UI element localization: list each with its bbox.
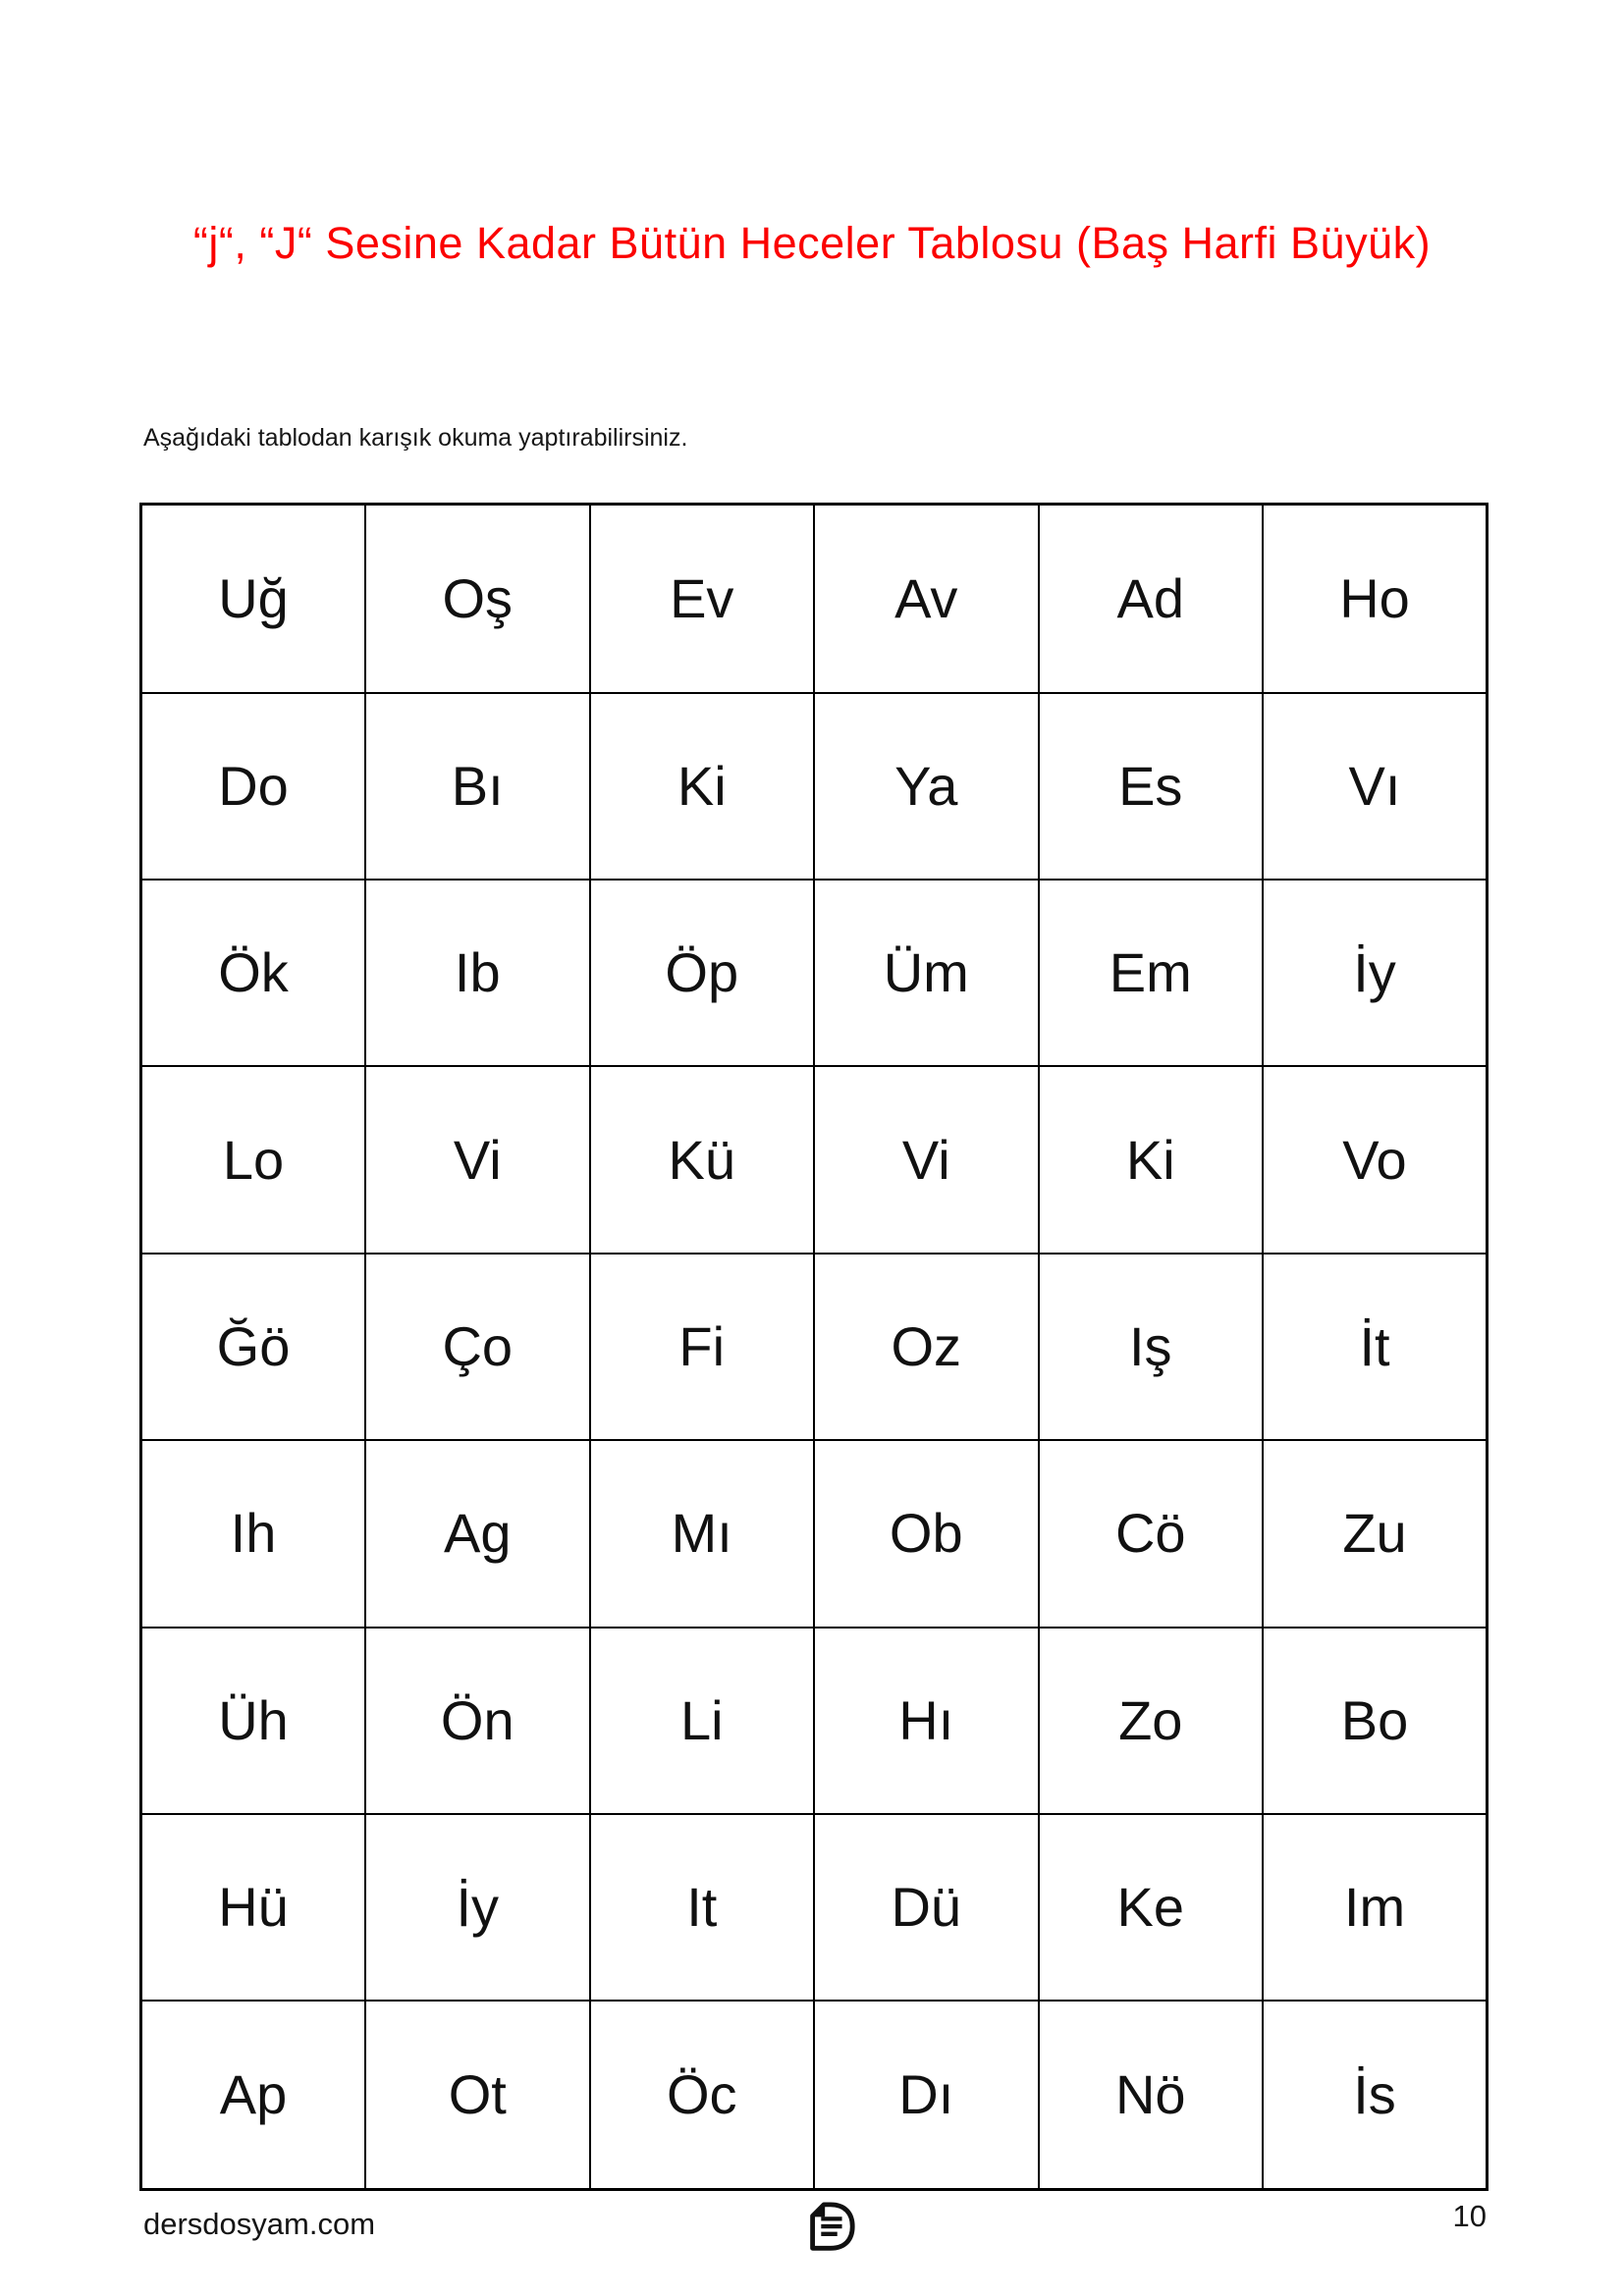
syllable-cell: Uğ (141, 505, 366, 693)
syllable-cell: Mı (590, 1440, 815, 1627)
syllable-cell: Bı (365, 693, 590, 880)
syllable-cell: Ke (1039, 1814, 1264, 2001)
syllable-cell: Ad (1039, 505, 1264, 693)
document-icon (801, 2197, 858, 2262)
syllable-cell: Ap (141, 2001, 366, 2189)
table-row (141, 1254, 1488, 1440)
syllable-cell: İy (365, 1814, 590, 2001)
syllable-cell: Ya (814, 693, 1039, 880)
syllable-cell: İs (1263, 2001, 1488, 2189)
syllable-cell: Üm (814, 880, 1039, 1066)
syllable-cell: Vo (1263, 1066, 1488, 1253)
syllable-cell: Ih (141, 1440, 366, 1627)
table-row (141, 2001, 1488, 2189)
syllable-table (139, 503, 1489, 2191)
syllable-cell: Ot (365, 2001, 590, 2189)
syllable-cell: Ğö (141, 1254, 366, 1440)
syllable-cell: Öp (590, 880, 815, 1066)
table-row (141, 1066, 1488, 1253)
syllable-cell: Ön (365, 1628, 590, 1814)
syllable-cell: Öc (590, 2001, 815, 2189)
syllable-cell: Li (590, 1628, 815, 1814)
syllable-cell: Hı (814, 1628, 1039, 1814)
table-row (141, 693, 1488, 880)
syllable-cell: Dü (814, 1814, 1039, 2001)
syllable-cell: Ho (1263, 505, 1488, 693)
syllable-cell: Ev (590, 505, 815, 693)
page-title: “j“, “J“ Sesine Kadar Bütün Heceler Tablosu (Baş Harfi Büyük) (192, 218, 1432, 268)
syllable-cell: İy (1263, 880, 1488, 1066)
syllable-cell: Nö (1039, 2001, 1264, 2189)
syllable-cell: Cö (1039, 1440, 1264, 1627)
syllable-cell: It (590, 1814, 815, 2001)
website-url: dersdosyam.com (143, 2207, 376, 2241)
syllable-cell: Lo (141, 1066, 366, 1253)
syllable-cell: Em (1039, 880, 1264, 1066)
syllable-cell: Im (1263, 1814, 1488, 2001)
syllable-cell: Bo (1263, 1628, 1488, 1814)
syllable-cell: Kü (590, 1066, 815, 1253)
table-row (141, 880, 1488, 1066)
table-row (141, 1814, 1488, 2001)
syllable-cell: Oş (365, 505, 590, 693)
syllable-cell: Vi (365, 1066, 590, 1253)
syllable-cell: Fi (590, 1254, 815, 1440)
syllable-cell: İt (1263, 1254, 1488, 1440)
syllable-cell: Es (1039, 693, 1264, 880)
syllable-cell: Zu (1263, 1440, 1488, 1627)
table-row (141, 505, 1488, 693)
syllable-cell: Vı (1263, 693, 1488, 880)
page-number: 10 (1452, 2199, 1487, 2233)
syllable-cell: Av (814, 505, 1039, 693)
syllable-cell: Ço (365, 1254, 590, 1440)
syllable-cell: Üh (141, 1628, 366, 1814)
syllable-cell: Iş (1039, 1254, 1264, 1440)
table-row (141, 1440, 1488, 1627)
syllable-cell: Dı (814, 2001, 1039, 2189)
syllable-cell: Ök (141, 880, 366, 1066)
syllable-cell: Ag (365, 1440, 590, 1627)
syllable-cell: Hü (141, 1814, 366, 2001)
table-row (141, 1628, 1488, 1814)
page-footer (143, 2197, 1487, 2275)
syllable-cell: Ki (590, 693, 815, 880)
syllable-cell: Oz (814, 1254, 1039, 1440)
instruction-text: Aşağıdaki tablodan karışık okuma yaptırabilirsiniz. (143, 424, 688, 452)
syllable-cell: Ob (814, 1440, 1039, 1627)
syllable-cell: Ki (1039, 1066, 1264, 1253)
syllable-cell: Vi (814, 1066, 1039, 1253)
syllable-cell: Do (141, 693, 366, 880)
syllable-cell: Ib (365, 880, 590, 1066)
syllable-cell: Zo (1039, 1628, 1264, 1814)
